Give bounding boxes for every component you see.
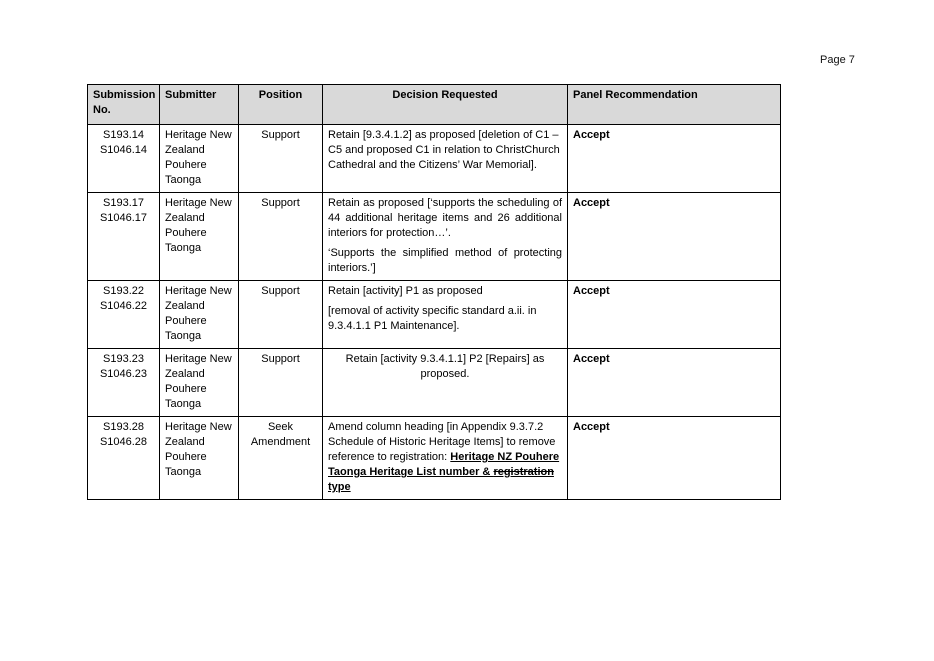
submission-number: S1046.14 bbox=[99, 144, 148, 156]
table-row bbox=[88, 417, 781, 500]
decision-requested-cell bbox=[323, 193, 568, 281]
text-run: ‘Supports the simplified method of protecting interiors.’] bbox=[328, 247, 562, 274]
submission-no-cell bbox=[88, 281, 160, 349]
submission-number: S193.22 bbox=[103, 285, 144, 297]
panel-recommendation-cell: Accept bbox=[568, 125, 781, 193]
submissions-table bbox=[87, 84, 781, 500]
submission-number: S1046.28 bbox=[99, 436, 148, 448]
submission-no-cell bbox=[88, 417, 160, 500]
submission-number: S1046.23 bbox=[99, 368, 148, 380]
panel-recommendation-cell: Accept bbox=[568, 349, 781, 417]
position-cell: Support bbox=[239, 349, 323, 417]
position-cell: Support bbox=[239, 281, 323, 349]
position-cell: Seek Amendment bbox=[239, 417, 323, 500]
text-run: Retain as proposed [‘supports the scheduling of 44 additional heritage items and 26 additional interiors for protection…’. bbox=[328, 197, 562, 239]
submission-number: S193.17 bbox=[103, 197, 144, 209]
position-cell: Support bbox=[239, 125, 323, 193]
decision-requested-cell bbox=[323, 349, 568, 417]
submission-number: S193.23 bbox=[103, 353, 144, 365]
table-header-row bbox=[88, 85, 781, 125]
text-run: Amend column heading [in Appendix 9.3.7.2 Schedule of Historic Heritage Items] to remove reference to registration: bbox=[328, 421, 556, 463]
decision-paragraph bbox=[328, 246, 562, 276]
table-row bbox=[88, 281, 781, 349]
submission-number: S1046.22 bbox=[99, 300, 148, 312]
header-decision-requested: Decision Requested bbox=[323, 85, 568, 125]
submission-no-cell bbox=[88, 193, 160, 281]
submission-number: S193.14 bbox=[103, 129, 144, 141]
decision-paragraph bbox=[328, 420, 562, 495]
text-run: Heritage NZ Pouhere Taonga Heritage List number & bbox=[328, 451, 560, 478]
panel-recommendation-cell: Accept bbox=[568, 193, 781, 281]
decision-paragraph bbox=[328, 128, 562, 173]
decision-requested-cell bbox=[323, 417, 568, 500]
header-submitter: Submitter bbox=[160, 85, 239, 125]
submitter-cell: Heritage New Zealand Pouhere Taonga bbox=[160, 281, 239, 349]
decision-paragraph bbox=[328, 352, 562, 382]
table-row bbox=[88, 349, 781, 417]
text-run: Retain [9.3.4.1.2] as proposed [deletion of C1 – C5 and proposed C1 in relation to ChristChurch Cathedral and the Citizens’ War Memorial]. bbox=[328, 129, 560, 171]
submitter-cell: Heritage New Zealand Pouhere Taonga bbox=[160, 349, 239, 417]
table-row bbox=[88, 125, 781, 193]
decision-paragraph bbox=[328, 196, 562, 241]
header-panel-recommendation: Panel Recommendation bbox=[568, 85, 781, 125]
decision-requested-cell bbox=[323, 125, 568, 193]
header-position: Position bbox=[239, 85, 323, 125]
text-run: Retain [activity] P1 as proposed bbox=[328, 285, 483, 297]
table-row bbox=[88, 193, 781, 281]
submission-number: S1046.17 bbox=[99, 212, 148, 224]
submitter-cell: Heritage New Zealand Pouhere Taonga bbox=[160, 193, 239, 281]
decision-requested-cell bbox=[323, 281, 568, 349]
position-cell: Support bbox=[239, 193, 323, 281]
submission-number: S193.28 bbox=[103, 421, 144, 433]
text-run: [removal of activity specific standard a.ii. in 9.3.4.1.1 P1 Maintenance]. bbox=[328, 305, 537, 332]
text-run: type bbox=[328, 481, 351, 493]
submitter-cell: Heritage New Zealand Pouhere Taonga bbox=[160, 125, 239, 193]
decision-paragraph bbox=[328, 304, 562, 334]
panel-recommendation-cell: Accept bbox=[568, 417, 781, 500]
header-submission-no: Submission No. bbox=[88, 85, 160, 125]
page-number: Page 7 bbox=[820, 54, 855, 66]
submitter-cell: Heritage New Zealand Pouhere Taonga bbox=[160, 417, 239, 500]
panel-recommendation-cell: Accept bbox=[568, 281, 781, 349]
text-run: Retain [activity 9.3.4.1.1] P2 [Repairs] as proposed. bbox=[345, 353, 545, 380]
text-run: registration bbox=[493, 466, 554, 478]
decision-paragraph bbox=[328, 284, 562, 299]
submission-no-cell bbox=[88, 125, 160, 193]
submission-no-cell bbox=[88, 349, 160, 417]
